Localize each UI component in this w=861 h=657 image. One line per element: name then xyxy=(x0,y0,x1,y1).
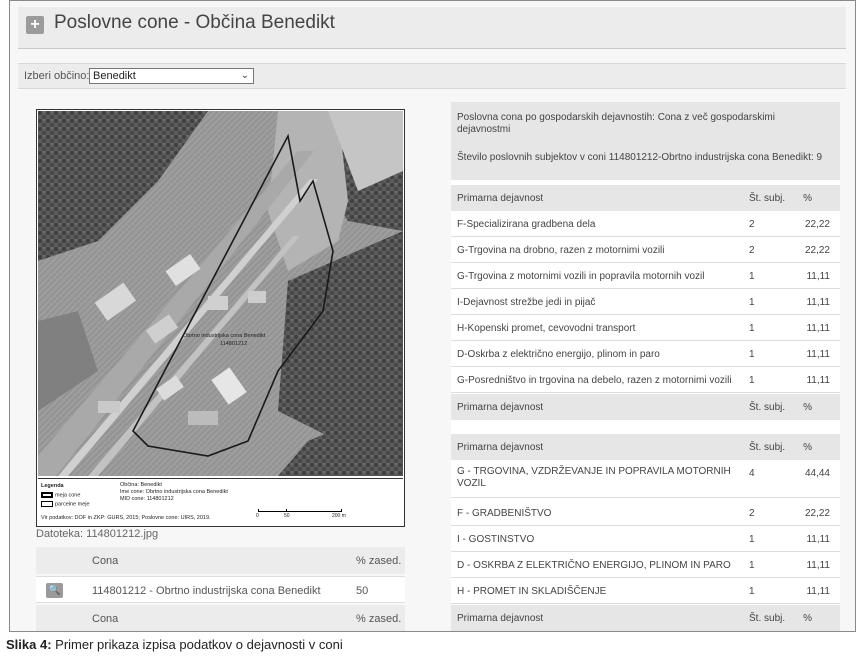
activity-info-header xyxy=(451,102,840,180)
zone-table-header: Cona % zased. xyxy=(36,547,405,574)
legend-zone-info: Občina: Benedikt Ime cone: Obrtno industrijska cona Benedikt MID cone: 114801212 xyxy=(120,482,228,502)
figure-caption: Slika 4: Primer prikaza izpisa podatkov o dejavnosti v coni xyxy=(6,637,343,652)
table-row: I-Dejavnost strežbe jedi in pijač 1 11,11 xyxy=(451,289,840,315)
legend-title: Legenda xyxy=(41,483,64,489)
table-row: F - GRADBENIŠTVO 2 22,22 xyxy=(451,500,840,526)
table1-header: Primarna dejavnost Št. subj. % xyxy=(451,185,840,211)
table-row: D-Oskrba z električno energijo, plinom in paro 1 11,11 xyxy=(451,341,840,367)
table1-footer: Primarna dejavnost Št. subj. % xyxy=(451,394,840,420)
zone-type-text: Poslovna cona po gospodarskih dejavnostih: Cona z več gospodarskimi dejavnostmi xyxy=(457,112,775,135)
municipality-selector-bar xyxy=(18,63,846,89)
table-row: G-Posredništvo in trgovina na debelo, razen z motornimi vozili 1 11,11 xyxy=(451,367,840,393)
table-row: H-Kopenski promet, cevovodni transport 1 11,11 xyxy=(451,315,840,341)
map-overlay-label: Obrtno industrijska cona Benedikt xyxy=(183,333,266,339)
chevron-down-icon: ⌄ xyxy=(240,70,249,81)
municipality-select-value: Benedikt xyxy=(93,70,136,82)
table-row: F-Specializirana gradbena dela 2 22,22 xyxy=(451,211,840,237)
selector-label: Izberi občino: xyxy=(24,70,90,82)
table-row: H - PROMET IN SKLADIŠČENJE 1 11,11 xyxy=(451,578,840,604)
legend-item-parcel-boundary: parcelne meje xyxy=(41,501,90,507)
table2-footer: Primarna dejavnost Št. subj. % xyxy=(451,605,840,631)
map-overlay-id: 114801212 xyxy=(220,341,248,347)
subject-count-text: Število poslovnih subjektov v coni 114801212-Obrtno industrijska cona Benedikt: 9 xyxy=(457,152,823,163)
app-frame xyxy=(9,0,856,632)
page-header xyxy=(18,7,846,49)
map-panel xyxy=(36,109,405,527)
map-image[interactable] xyxy=(38,111,403,476)
zone-boundary-swatch xyxy=(41,492,53,498)
map-legend xyxy=(38,478,403,526)
aerial-map xyxy=(38,111,403,476)
parcel-boundary-swatch xyxy=(41,501,53,507)
table2-header: Primarna dejavnost Št. subj. % xyxy=(451,434,840,460)
plus-icon[interactable]: + xyxy=(26,16,44,34)
table-row: G-Trgovina z motornimi vozili in popravila motornih vozil 1 11,11 xyxy=(451,263,840,289)
table-row: G-Trgovina na drobno, razen z motornimi vozili 2 22,22 xyxy=(451,237,840,263)
table-row: I - GOSTINSTVO 1 11,11 xyxy=(451,526,840,552)
page-title: Poslovne cone - Občina Benedikt xyxy=(54,12,335,33)
file-label: Datoteka: 114801212.jpg xyxy=(36,528,159,540)
scale-bar: 0 50 200 m xyxy=(256,507,346,521)
legend-source: Vir podatkov: DOF in ZKP: GURS, 2015; Poslovne cone: UIRS, 2019. xyxy=(41,515,211,521)
municipality-select[interactable] xyxy=(89,68,254,84)
legend-item-zone-boundary: meja cone xyxy=(41,492,80,498)
zone-table-footer: Cona % zased. xyxy=(36,605,405,632)
table-row: D - OSKRBA Z ELEKTRIČNO ENERGIJO, PLINOM IN PARO 1 11,11 xyxy=(451,552,840,578)
search-icon[interactable]: 🔍 xyxy=(46,583,63,598)
activity-info-panel xyxy=(451,102,840,632)
table-row[interactable]: 🔍 114801212 - Obrtno industrijska cona Benedikt 50 xyxy=(36,576,405,603)
table-row: G - TRGOVINA, VZDRŽEVANJE IN POPRAVILA MOTORNIH VOZIL 4 44,44 xyxy=(451,460,840,498)
